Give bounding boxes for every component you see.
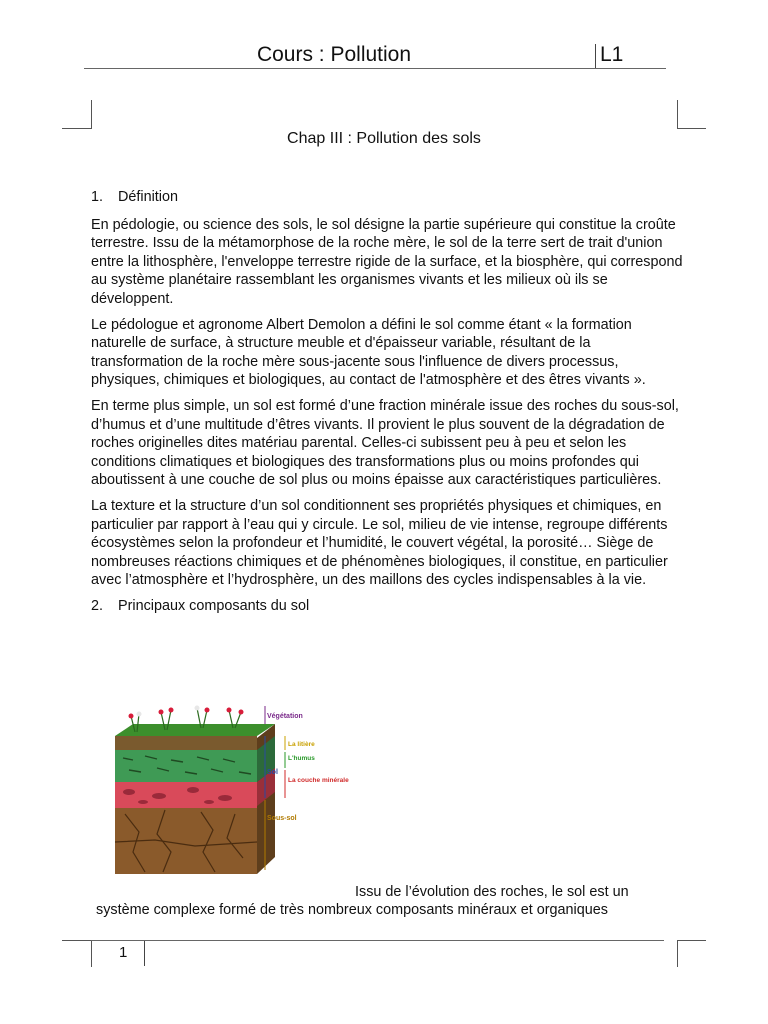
paragraph: Le pédologue et agronome Albert Demolon a défini le sol comme étant « la formation naturelle de surface, à structure meuble et d'épaisseur variable, résultant de la transformation de la roche mère sous-jacente sous l'influence de divers processus, physiques, chimiques et biologiques, au contact de l'atmosphère et des êtres vivants ». (91, 316, 646, 389)
header-code: L1 (600, 43, 624, 66)
section-title: Principaux composants du sol (118, 597, 310, 614)
layer-humus (115, 750, 257, 782)
crop-mark-br-h (677, 940, 706, 941)
footer-divider (144, 941, 145, 966)
figure-caption-line2: système complexe formé de très nombreux composants minéraux et organiques (96, 902, 608, 918)
main-content (91, 188, 683, 624)
label-litiere: La litière (288, 741, 315, 748)
section-number: 1. (91, 189, 104, 205)
block-top-grass (115, 724, 275, 736)
label-vegetation: Végétation (267, 713, 303, 720)
page-number: 1 (119, 944, 128, 961)
crop-mark-br-v (677, 940, 678, 967)
crop-mark-bl-v (91, 940, 92, 967)
layer-mineral (115, 782, 257, 808)
chapter-title: Chap III : Pollution des sols (287, 130, 481, 147)
crop-mark-tr-v (677, 100, 678, 129)
section-heading-composants (91, 597, 683, 616)
label-sous-sol: Sous-sol (267, 815, 297, 822)
crop-mark-tl-v (91, 100, 92, 129)
footer-rule (91, 940, 664, 941)
label-sol: Sol (267, 769, 278, 776)
label-couche-minerale: La couche minérale (288, 777, 349, 784)
section-number: 2. (91, 597, 104, 614)
paragraph: En terme plus simple, un sol est formé d’une fraction minérale issue des roches du sous-sol, d’humus et d’une multitude d’êtres vivants. Il provient le plus souvent de la dégradation de roches originelles dites matériau parental. Celles-ci subissent peu à peu et selon les conditions climatiques et biologiques des transformations plus ou moins profondes qui aboutissent à une couche de sol plus ou moins épaisse aux caractéristiques particulières. (91, 397, 679, 489)
crop-mark-bl-h (62, 940, 91, 941)
paragraph: En pédologie, ou science des sols, le sol désigne la partie supérieure qui constitue la croûte terrestre. Issu de la métamorphose de la roche mère, le sol de la terre sert de trait d'union entre la lithosphère, l'enveloppe terrestre rigide de la surface, et la biosphère, qui correspond au système planétaire rassemblant les organismes vivants et les milieux où ils se développent. (91, 216, 683, 307)
soil-profile-diagram (105, 702, 355, 882)
section-title: Définition (118, 189, 178, 205)
label-humus: L'humus (288, 755, 315, 762)
crop-mark-tr-h (677, 128, 706, 129)
figure-caption-line1: Issu de l’évolution des roches, le sol est un (355, 884, 629, 900)
section-heading-definition (91, 188, 683, 207)
paragraph: La texture et la structure d’un sol conditionnent ses propriétés physiques et chimiques, en particulier par rapport à l’eau qui y circule. Le sol, milieu de vie intense, regroupe différents écosystèmes selon la profondeur et l’humidité, le couvert végétal, la porosité… Siège de nombreuses réactions chimiques et de phénomènes biologiques, il constitue, en particulier avec l’atmosphère et l’hydrosphère, un des maillons des cycles indispensables à la vie. (91, 497, 668, 589)
header-title: Cours : Pollution (256, 43, 412, 66)
header-divider (595, 44, 596, 69)
header-rule (84, 68, 666, 69)
layer-litter (115, 736, 257, 750)
crop-mark-tl-h (62, 128, 91, 129)
